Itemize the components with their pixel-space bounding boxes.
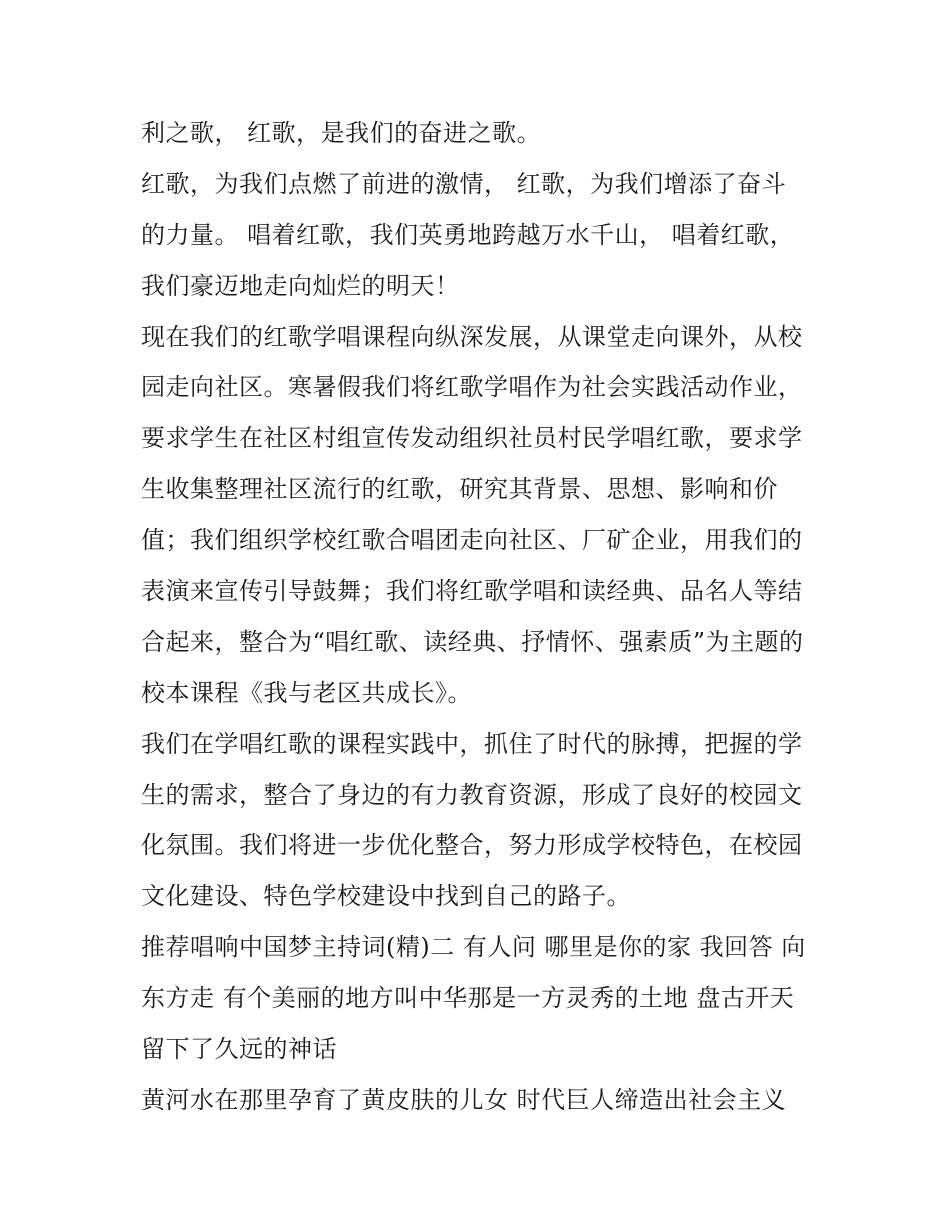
text-line: 合起来，整合为“唱红歌、读经典、抒情怀、强素质”为主题的 xyxy=(141,627,804,656)
text-line: 文化建设、特色学校建设中找到自己的路子。 xyxy=(141,882,631,911)
text-line: 推荐唱响中国梦主持词(精)二 有人问 哪里是你的家 我回答 向 xyxy=(141,933,806,962)
text-line: 值；我们组织学校红歌合唱团走向社区、厂矿企业，用我们的 xyxy=(141,526,803,555)
body-text xyxy=(141,108,821,1126)
text-line: 利之歌， 红歌，是我们的奋进之歌。 xyxy=(141,119,542,147)
text-line: 生收集整理社区流行的红歌，研究其背景、思想、影响和价 xyxy=(141,475,778,504)
text-line: 表演来宣传引导鼓舞；我们将红歌学唱和读经典、品名人等结 xyxy=(141,577,803,606)
text-line: 东方走 有个美丽的地方叫中华那是一方灵秀的土地 盘古开天 xyxy=(141,984,795,1013)
text-line: 黄河水在那里孕育了黄皮肤的儿女 时代巨人缔造出社会主义 xyxy=(141,1085,787,1114)
text-line: 化氛围。我们将进一步优化整合，努力形成学校特色，在校园 xyxy=(141,831,803,860)
text-line: 红歌，为我们点燃了前进的激情， 红歌，为我们增添了奋斗 xyxy=(141,169,787,198)
text-line: 生的需求，整合了身边的有力教育资源，形成了良好的校园文 xyxy=(141,780,803,809)
text-line: 我们豪迈地走向灿烂的明天！ xyxy=(141,271,460,300)
text-line: 现在我们的红歌学唱课程向纵深发展，从课堂走向课外，从校 xyxy=(141,322,803,351)
text-line: 我们在学唱红歌的课程实践中，抓住了时代的脉搏，把握的学 xyxy=(141,729,803,758)
text-line: 的力量。 唱着红歌，我们英勇地跨越万水千山， 唱着红歌， xyxy=(141,220,795,249)
text-line: 要求学生在社区村组宣传发动组织社员村民学唱红歌，要求学 xyxy=(141,424,803,453)
text-line: 校本课程《我与老区共成长》。 xyxy=(141,678,472,707)
text-line: 留下了久远的神话 xyxy=(141,1035,337,1064)
text-line: 园走向社区。寒暑假我们将红歌学唱作为社会实践活动作业， xyxy=(141,373,803,402)
